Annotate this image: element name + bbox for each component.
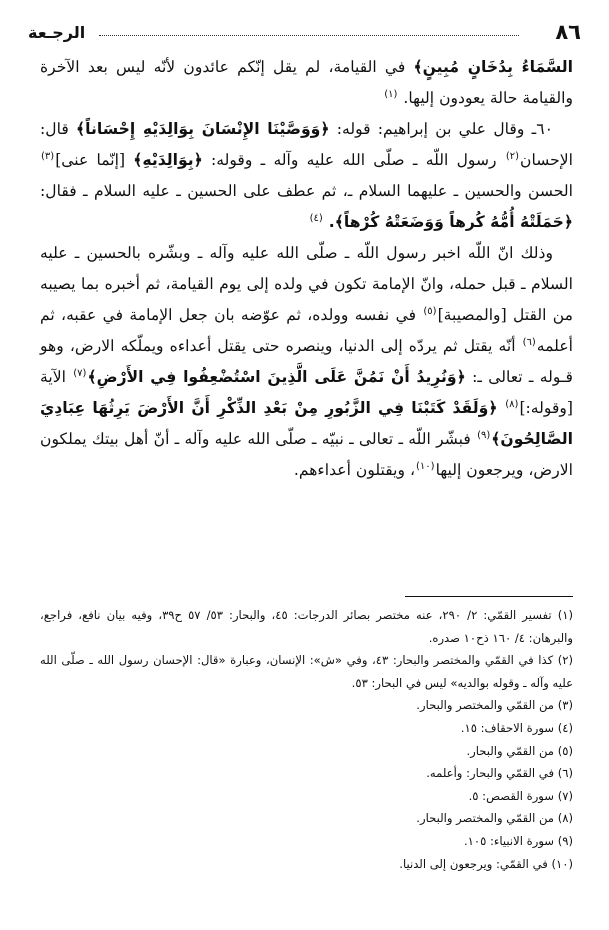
footnotes xyxy=(40,604,573,875)
quran-verse: ﴿حَمَلَتْهُ أُمُّهُ كُرهاً وَوَضَعَتْهُ كُرْهاً﴾. xyxy=(328,213,573,231)
text-run: وذلك انّ اللّه اخبر رسول اللّه ـ صلّى الله عليه وآله ـ وبشّره بالحسين ـ عليه السلام ـ قبل حمله، وانّ الإمامة تكون في ولده إلى يوم القيامة، ثم أخبره بما يصيبه من القتل [والمصيبة] xyxy=(40,244,574,324)
footnote-ref: (١) xyxy=(384,88,398,100)
header-dotted-rule xyxy=(99,35,519,36)
footnote-8: (٨) من القمّي والمختصر والبحار. xyxy=(416,811,573,826)
text-run: قال: الإحسان xyxy=(40,120,573,169)
quran-verse: ﴿وَنُرِيدُ أَنْ نَمُنَّ عَلَى الَّذِينَ اسْتُضْعِفُوا فِي الأَرْضِ﴾ xyxy=(87,368,466,386)
footnote-4: (٤) سورة الاحقاف: ١٥. xyxy=(460,720,573,735)
footnote-3: (٣) من القمّي والمختصر والبحار. xyxy=(416,698,573,713)
paragraph-3 xyxy=(40,238,573,486)
text-run: [إنّما عنى] xyxy=(55,151,126,169)
footnote-ref: (٥) xyxy=(423,305,437,317)
page-number: ٨٦ xyxy=(555,20,581,44)
footnote-ref: (٢) xyxy=(505,150,519,162)
footnote-ref: (١٠) xyxy=(416,460,435,472)
quran-verse: ﴿وَلَقَدْ كَتَبْنَا فِي الزَّبُورِ مِنْ بَعْدِ الذِّكْرِ أَنَّ الأَرْضَ يَرِثُهَا عِبَادِيَ الصَّالِحُونَ﴾ xyxy=(40,399,573,448)
footnote-1: (١) تفسير القمّي: ٢/ ٢٩٠، عنه مختصر بصائر الدرجات: ٤٥، والبحار: ٥٣/ ٥٧ ح٣٩، وفيه بيان نافع، فراجع، والبرهان: ٤/ ١٦٠ ذح١٠ صدره. xyxy=(40,608,573,645)
paragraph-1 xyxy=(40,52,573,114)
text-run: ٦٠ـ وقال علي بن إبراهيم: قوله: xyxy=(336,120,553,138)
footnote-separator xyxy=(405,596,573,597)
footnote-6: (٦) في القمّي والبحار: وأعلمه. xyxy=(426,766,573,781)
quran-verse: ﴿وَوَصَّيْنَا الإِنْسَانَ بِوَالِدَيْهِ إِحْسَاناً﴾ xyxy=(76,120,330,138)
text-run: فبشّر اللّه ـ تعالى ـ نبيّه ـ صلّى الله عليه وآله ـ أنّ أهل بيتك يملكون الارض، ويرجعون إليها xyxy=(40,430,573,479)
footnote-2: (٢) كذا في القمّي والمختصر والبحار: ٤٣، وفي «ش»: الإنسان، وعبارة «قال: الإحسان رسول الله ـ صلّى الله عليه وآله ـ وقوله بوالديه» ليس في البحار: ٥٣. xyxy=(40,653,573,690)
text-run: الحسن والحسين ـ عليهما السلام ـ، ثم عطف على الحسين ـ عليه السلام ـ فقال: xyxy=(40,182,573,200)
footnote-ref: (٤) xyxy=(309,212,323,224)
footnote-ref: (٧) xyxy=(73,367,87,379)
footnote-9: (٩) سورة الانبياء: ١٠٥. xyxy=(463,833,573,848)
page-header xyxy=(28,18,581,46)
main-text xyxy=(40,52,573,486)
running-title: الرجـعة xyxy=(28,22,86,42)
footnote-ref: (٦) xyxy=(522,336,536,348)
text-run: رسول اللّه ـ صلّى الله عليه وآله ـ وقوله: xyxy=(210,151,497,169)
text-run: أنّه يقتل ثم يردّه إلى الدنيا، وينصره حتى يقتل أعداءه ويملّكه الارض، وهو قـوله ـ تعالى ـ: xyxy=(40,337,573,386)
footnote-ref: (٩) xyxy=(477,429,491,441)
text-run: الآية [وقوله:] xyxy=(40,368,574,417)
quran-verse: السَّمَاءُ بِدُخَانٍ مُبِينٍ﴾ xyxy=(413,58,573,76)
text-run: في القيامة، لم يقل إنّكم عائدون لأنّه ليس بعد الآخرة والقيامة حالة يعودون إليها. xyxy=(40,58,573,107)
footnote-5: (٥) من القمّي والبحار. xyxy=(466,743,573,758)
footnote-10: (١٠) في القمّي: ويرجعون إلى الدنيا. xyxy=(399,856,573,871)
quran-verse: ﴿بِوَالِدَيْهِ﴾ xyxy=(133,151,203,169)
footnote-7: (٧) سورة القصص: ٥. xyxy=(468,788,573,803)
text-run: في نفسه وولده، ثم عوّضه بان جعل الإمامة في عقبه، ثم أعلمه xyxy=(40,306,573,355)
footnote-ref: (٨) xyxy=(505,398,519,410)
text-run: ، ويقتلون أعداءهم. xyxy=(293,461,415,479)
footnote-ref: (٣) xyxy=(41,150,55,162)
paragraph-2 xyxy=(40,114,573,238)
